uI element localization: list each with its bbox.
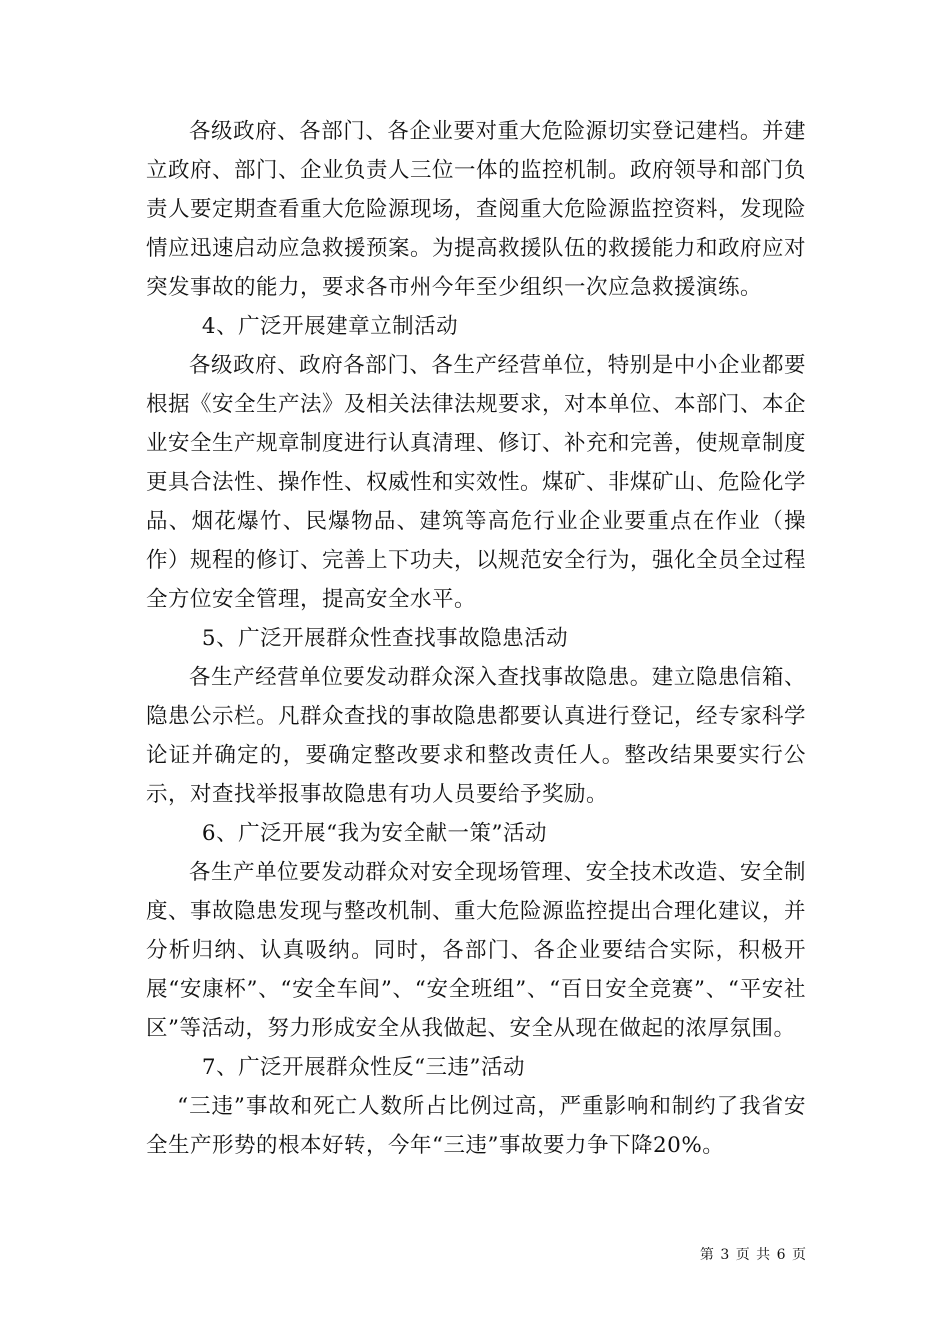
document-body (146, 112, 806, 1165)
paragraph-hazard-search: 各生产经营单位要发动群众深入查找事故隐患。建立隐患信箱、隐患公示栏。凡群众查找的事故隐患都要认真进行登记，经专家科学论证并确定的，要确定整改要求和整改责任人。整改结果要实行公示，对查找举报事故隐患有功人员要给予奖励。 (146, 665, 807, 807)
paragraph-regulations: 各级政府、政府各部门、各生产经营单位，特别是中小企业都要根据《安全生产法》及相关法律法规要求，对本单位、本部门、本企业安全生产规章制度进行认真清理、修订、补充和完善，使规章制度更具合法性、操作性、权威性和实效性。煤矿、非煤矿山、危险化学品、烟花爆竹、民爆物品、建筑等高危行业企业要重点在作业（操作）规程的修订、完善上下功夫，以规范安全行为，强化全员全过程全方位安全管理，提高安全水平。 (146, 353, 807, 612)
section-heading-6: 6、广泛开展“我为安全献一策”活动 (201, 821, 548, 846)
paragraph-emergency-rescue: 各级政府、各部门、各企业要对重大危险源切实登记建档。并建立政府、部门、企业负责人三位一体的监控机制。政府领导和部门负责人要定期查看重大危险源现场，查阅重大危险源监控资料，发现险情应迅速启动应急救援预案。为提高救援队伍的救援能力和政府应对突发事故的能力，要求各市州今年至少组织一次应急救援演练。 (146, 119, 807, 300)
section-heading-4: 4、广泛开展建章立制活动 (201, 314, 459, 339)
section-heading-5: 5、广泛开展群众性查找事故隐患活动 (201, 626, 569, 651)
paragraph-safety-suggestions: 各生产单位要发动群众对安全现场管理、安全技术改造、安全制度、事故隐患发现与整改机制、重大危险源监控提出合理化建议，并分析归纳、认真吸纳。同时，各部门、各企业要结合实际，积极开展“安康杯”、“安全车间”、“安全班组”、“百日安全竞赛”、“平安社区”等活动，努力形成安全从我做起、安全从现在做起的浓厚氛围。 (146, 860, 807, 1041)
section-heading-7: 7、广泛开展群众性反“三违”活动 (201, 1055, 526, 1080)
paragraph-three-violations: “三违”事故和死亡人数所占比例过高，严重影响和制约了我省安全生产形势的根本好转，今年“三违”事故要力争下降20%。 (146, 1094, 806, 1158)
page-number: 第 3 页 共 6 页 (699, 1247, 807, 1263)
